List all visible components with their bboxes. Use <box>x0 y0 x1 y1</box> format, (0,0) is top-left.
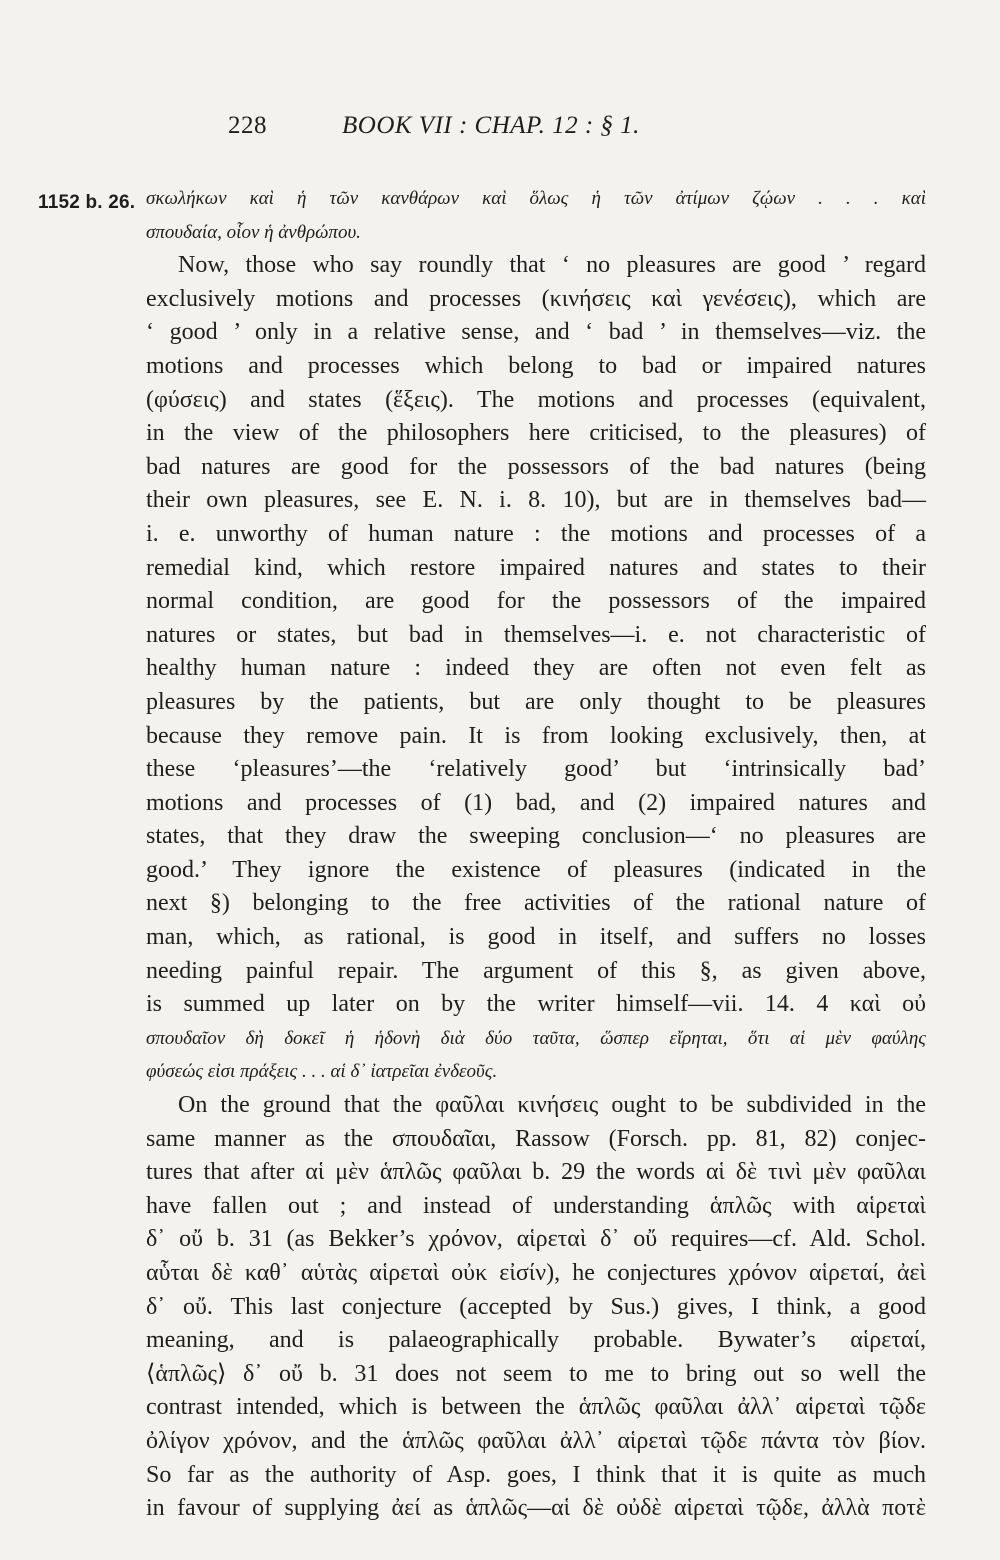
text-line: bad natures are good for the possessors of the bad natures (being <box>146 453 926 480</box>
text-line: healthy human nature : indeed they are often not even felt as <box>146 655 926 682</box>
text-line: in the view of the philosophers here criticised, to the pleasures) of <box>146 420 926 447</box>
text-line: needing painful repair. The argument of this §, as given above, <box>146 957 926 984</box>
text-line: (φύσεις) and states (ἕξεις). The motions and processes (equivalent, <box>146 386 926 413</box>
text-line: next §) belonging to the free activities of the rational nature of <box>146 890 926 917</box>
text-line: meaning, and is palaeographically probable. Bywater’s αἱρεταί, <box>146 1327 926 1354</box>
text-line: in favour of supplying ἀεί as ἁπλῶς—αἱ δὲ οὐδὲ αἱρεταὶ τῷδε, ἀλλὰ ποτὲ <box>146 1495 926 1522</box>
text-line: these ‘pleasures’—the ‘relatively good’ but ‘intrinsically bad’ <box>146 756 926 783</box>
text-line: φύσεώς εἰσι πράξεις . . . αἱ δ᾽ ἰατρεῖαι ἐνδεοῦς. <box>146 1061 498 1083</box>
marginal-reference: 1152 b. 26. <box>38 192 136 213</box>
text-line: their own pleasures, see E. N. i. 8. 10), but are in themselves bad— <box>146 487 926 514</box>
text-line: is summed up later on by the writer himself—vii. 14. 4 καὶ οὐ <box>146 991 926 1018</box>
page-number: 228 <box>228 112 267 139</box>
text-line: have fallen out ; and instead of understanding ἁπλῶς with αἱρεταὶ <box>146 1192 926 1219</box>
text-line: ὀλίγον χρόνον, and the ἁπλῶς φαῦλαι ἀλλ᾽ αἱρεταὶ τῷδε πάντα τὸν βίον. <box>146 1427 926 1454</box>
text-line: δ᾽ οὔ b. 31 (as Bekker’s χρόνον, αἱρεταὶ δ᾽ οὔ requires—cf. Ald. Schol. <box>146 1226 926 1253</box>
text-line: good.’ They ignore the existence of pleasures (indicated in the <box>146 856 926 883</box>
text-line: ⟨ἁπλῶς⟩ δ᾽ οὔ b. 31 does not seem to me to bring out so well the <box>146 1360 926 1387</box>
text-line: motions and processes which belong to bad or impaired natures <box>146 352 926 379</box>
text-line: On the ground that the φαῦλαι κινήσεις ought to be subdivided in the <box>178 1092 926 1119</box>
text-line: natures or states, but bad in themselves—i. e. not characteristic of <box>146 621 926 648</box>
text-line: remedial kind, which restore impaired natures and states to their <box>146 554 926 581</box>
text-line: αὗται δὲ καθ᾽ αὑτὰς αἱρεταὶ οὐκ εἰσίν), he conjectures χρόνον αἱρεταί, ἀεὶ <box>146 1260 926 1286</box>
text-line: because they remove pain. It is from looking exclusively, then, at <box>146 722 926 749</box>
text-line: i. e. unworthy of human nature : the motions and processes of a <box>146 520 926 547</box>
text-line: σπουδαῖον δὴ δοκεῖ ἡ ἡδονὴ διὰ δύο ταῦτα, ὥσπερ εἴρηται, ὅτι αἱ μὲν φαύλης <box>146 1027 926 1049</box>
text-line: normal condition, are good for the possessors of the impaired <box>146 588 926 615</box>
text-line: tures that after αἱ μὲν ἁπλῶς φαῦλαι b. 29 the words αἱ δὲ τινὶ μὲν φαῦλαι <box>146 1159 926 1186</box>
text-line: exclusively motions and processes (κινήσεις καὶ γενέσεις), which are <box>146 285 926 312</box>
commentary-text <box>146 182 926 1526</box>
text-line: states, that they draw the sweeping conclusion—‘ no pleasures are <box>146 823 926 850</box>
text-line: σκωλήκων καὶ ἡ τῶν κανθάρων καὶ ὅλως ἡ τῶν ἀτίμων ζῴων . . . καὶ <box>146 188 926 209</box>
text-line: motions and processes of (1) bad, and (2) impaired natures and <box>146 789 926 816</box>
text-line: pleasures by the patients, but are only thought to be pleasures <box>146 688 926 715</box>
text-line: contrast intended, which is between the ἁπλῶς φαῦλαι ἀλλ᾽ αἱρεταὶ τῷδε <box>146 1394 926 1421</box>
text-line: man, which, as rational, is good in itself, and suffers no losses <box>146 924 926 951</box>
running-title: BOOK VII : CHAP. 12 : § 1. <box>342 112 640 139</box>
text-line: ‘ good ’ only in a relative sense, and ‘ bad ’ in themselves—viz. the <box>146 319 926 346</box>
text-line: δ᾽ οὔ. This last conjecture (accepted by Sus.) gives, I think, a good <box>146 1293 926 1320</box>
text-line: Now, those who say roundly that ‘ no pleasures are good ’ regard <box>178 252 926 279</box>
text-line: same manner as the σπουδαῖαι, Rassow (Forsch. pp. 81, 82) conjec- <box>146 1125 926 1152</box>
text-line: So far as the authority of Asp. goes, I think that it is quite as much <box>146 1461 926 1488</box>
text-line: σπουδαία, οἷον ἡ ἀνθρώπου. <box>146 221 361 243</box>
